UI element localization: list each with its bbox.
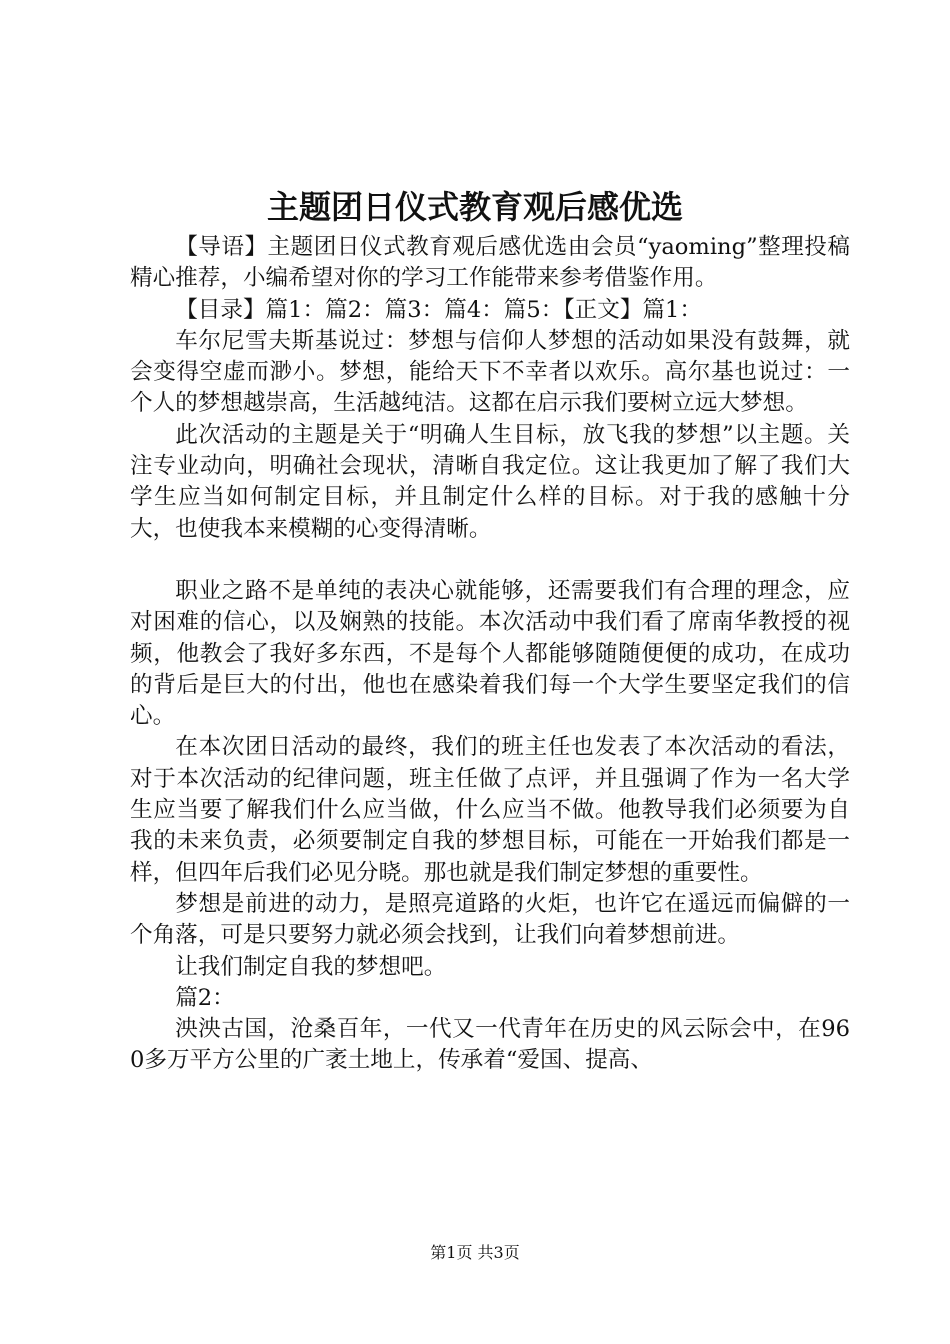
body-paragraph: 车尔尼雪夫斯基说过：梦想与信仰人梦想的活动如果没有鼓舞，就会变得空虚而渺小。梦想，能给天下不幸者以欢乐。高尔基也说过：一个人的梦想越崇高，生活越纯洁。这都在启示我们要树立远大梦想。 xyxy=(130,327,850,417)
page-footer: 第1页 共3页 xyxy=(430,1243,520,1262)
section-heading: 篇2： xyxy=(175,984,235,1011)
document-title: 主题团日仪式教育观后感优选 xyxy=(266,188,683,226)
body-paragraph: 梦想是前进的动力，是照亮道路的火炬，也许它在遥远而偏僻的一个角落，可是只要努力就必须会找到，让我们向着梦想前进。 xyxy=(130,890,850,949)
intro-paragraph: 【导语】主题团日仪式教育观后感优选由会员“yaoming”整理投稿精心推荐，小编希望对你的学习工作能带来参考借鉴作用。 xyxy=(130,234,850,292)
document-body xyxy=(130,232,850,1077)
body-paragraph: 职业之路不是单纯的表决心就能够，还需要我们有合理的理念，应对困难的信心，以及娴熟的技能。本次活动中我们看了席南华教授的视频，他教会了我好多东西，不是每个人都能够随随便便的成功，在成功的背后是巨大的付出，他也在感染着我们每一个大学生要坚定我们的信心。 xyxy=(130,577,850,730)
body-paragraph: 泱泱古国，沧桑百年，一代又一代青年在历史的风云际会中，在960多万平方公里的广袤土地上，传承着“爱国、提高、 xyxy=(130,1016,850,1074)
body-paragraph: 在本次团日活动的最终，我们的班主任也发表了本次活动的看法，对于本次活动的纪律问题，班主任做了点评，并且强调了作为一名大学生应当要了解我们什么应当做，什么应当不做。他教导我们必须要为自我的未来负责，必须要制定自我的梦想目标，可能在一开始我们都是一样，但四年后我们必见分晓。那也就是我们制定梦想的重要性。 xyxy=(130,734,850,886)
body-paragraph: 此次活动的主题是关于“明确人生目标，放飞我的梦想”以主题。关注专业动向，明确社会现状，清晰自我定位。这让我更加了解了我们大学生应当如何制定目标，并且制定什么样的目标。对于我的感触十分大，也使我本来模糊的心变得清晰。 xyxy=(130,421,850,542)
toc-paragraph: 【目录】篇1：篇2：篇3：篇4：篇5：【正文】篇1： xyxy=(175,296,703,323)
body-paragraph: 让我们制定自我的梦想吧。 xyxy=(175,953,447,980)
